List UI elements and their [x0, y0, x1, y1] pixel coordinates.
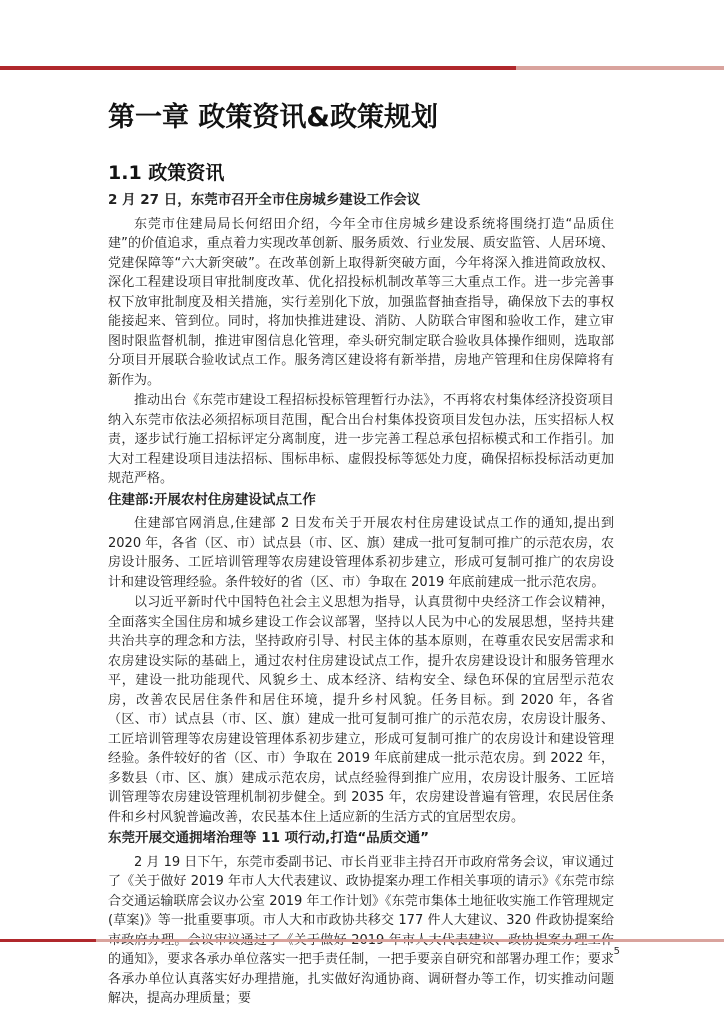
paragraph: 2 月 19 日下午，东莞市委副书记、市长肖亚非主持召开市政府常务会议，审议通过了《关于做好 2019 年市人大代表建议、政协提案办理工作相关事项的请示》《东莞市综合交通运输联席会议办公室 2019 年工作计划》《东莞市集体土地征收实施工作管理规定(草案)》等一批重要事项。市人大和市政协共移交 177 件人大建议、320 件政协提案给 的通知》，要求各承办单位落实一把手责任制，一把手要亲自研究和部署办理工作；要求各承办单位认真落实好办理措施，扎实做好沟通协商、调研督办等工作，切实推动问题解决，提高办理质量；要: [108, 854, 614, 1006]
paragraph: 东莞市住建局局长何绍田介绍，今年全市住房城乡建设系统将围绕打造“品质住建”的价值追求，重点着力实现改革创新、服务质效、行业发展、质安监管、人居环境、党建保障等“六大新突破”。在改革创新上取得新突破方面，今年将深入推进简政放权、深化工程建设项目审批制度改革、优化招投标机制改革等三大重点工作。进一步完善事权下放审批制度及相关措施，实行差别化下放，加强监督抽查指导，确保放下去的事权能接起来、管到位。同时，将加快推进建设、消防、人防联合审图和验收工作，建立审图时限监督机制，推进审图信息化管理，牵头研究制定联合验收具体操作细则，选取部分项目开展联合验收试点工作。服务湾区建设将有新举措，房地产管理和住房保障将有新作为。: [108, 216, 614, 388]
header-rule-dark: [0, 66, 516, 70]
article-body: [108, 191, 614, 1010]
header-rule-light: [516, 66, 724, 70]
section-title: 1.1 政策资讯: [108, 162, 225, 184]
article-heading: 2 月 27 日，东莞市召开全市住房城乡建设工作会议: [108, 192, 421, 208]
article-heading: 东莞开展交通拥堵治理等 11 项行动,打造“品质交通”: [108, 830, 430, 846]
page-number: 5: [613, 946, 620, 957]
footer-rule: [0, 939, 724, 942]
article-heading: 住建部:开展农村住房建设试点工作: [108, 491, 316, 508]
header-rule: [0, 66, 724, 70]
footer-rule-light: [96, 939, 724, 942]
chapter-title: 第一章 政策资讯&政策规划: [108, 102, 438, 133]
paragraph: 住建部官网消息,住建部 2 日发布关于开展农村住房建设试点工作的通知,提出到 2020 年，各省（区、市）试点县（市、区、旗）建成一批可复制可推广的示范农房，农房设计服务、工匠培训管理等农房建设管理体系初步建立，形成可复制可推广的农房设计和建设管理经验。条件较好的省（区、市）争取在 2019 年底前建成一批示范农房。: [108, 516, 614, 590]
paragraph: 推动出台《东莞市建设工程招标投标管理暂行办法》，不再将农村集体经济投资项目纳入东莞市依法必须招标项目范围，配合出台村集体投资项目发包办法，压实招标人权责，逐步试行施工招标评定分离制度，进一步完善工程总承包招标模式和工作指引。加大对工程建设项目违法招标、围标串标、虚假投标等惩处力度，确保招标投标活动更加规范严格。: [108, 393, 614, 486]
paragraph: 以习近平新时代中国特色社会主义思想为指导，认真贯彻中央经济工作会议精神，全面落实全国住房和城乡建设工作会议部署，坚持以人民为中心的发展思想，坚持共建共治共享的理念和方法，坚持政府引导、村民主体的基本原则，在尊重农民安居需求和农房建设实际的基础上，通过农村住房建设试点工作，提升农房建设设计和服务管理水平，建设一批功能现代、风貌乡土、成本经济、结构安全、绿色环保的宜居型示范农房，改善农民居住条件和居住环境，提升乡村风貌。任务目标。到 2020 年，各省（区、市）试点县（市、区、旗）建成一批可复制可推广的示范农房，农房设计服务、工匠培训管理等农房建设管理体系初步建立，形成可复制可推广的农房设计和建设管理经验。条件较好的省（区、市）争取在 2019 年底前建成一批示范农房。到 2022 年，多数县（市、区、旗）建成示范农房，试点经验得到推广应用，农房设计服务、工匠培训管理等农房建设管理机制初步健全。到 2035 年，农房建设普遍有管理，农民居住条件和乡村风貌普遍改善，农民基本住上适应新的生活方式的宜居型农房。: [108, 595, 614, 825]
footer-rule-dark: [0, 939, 96, 942]
